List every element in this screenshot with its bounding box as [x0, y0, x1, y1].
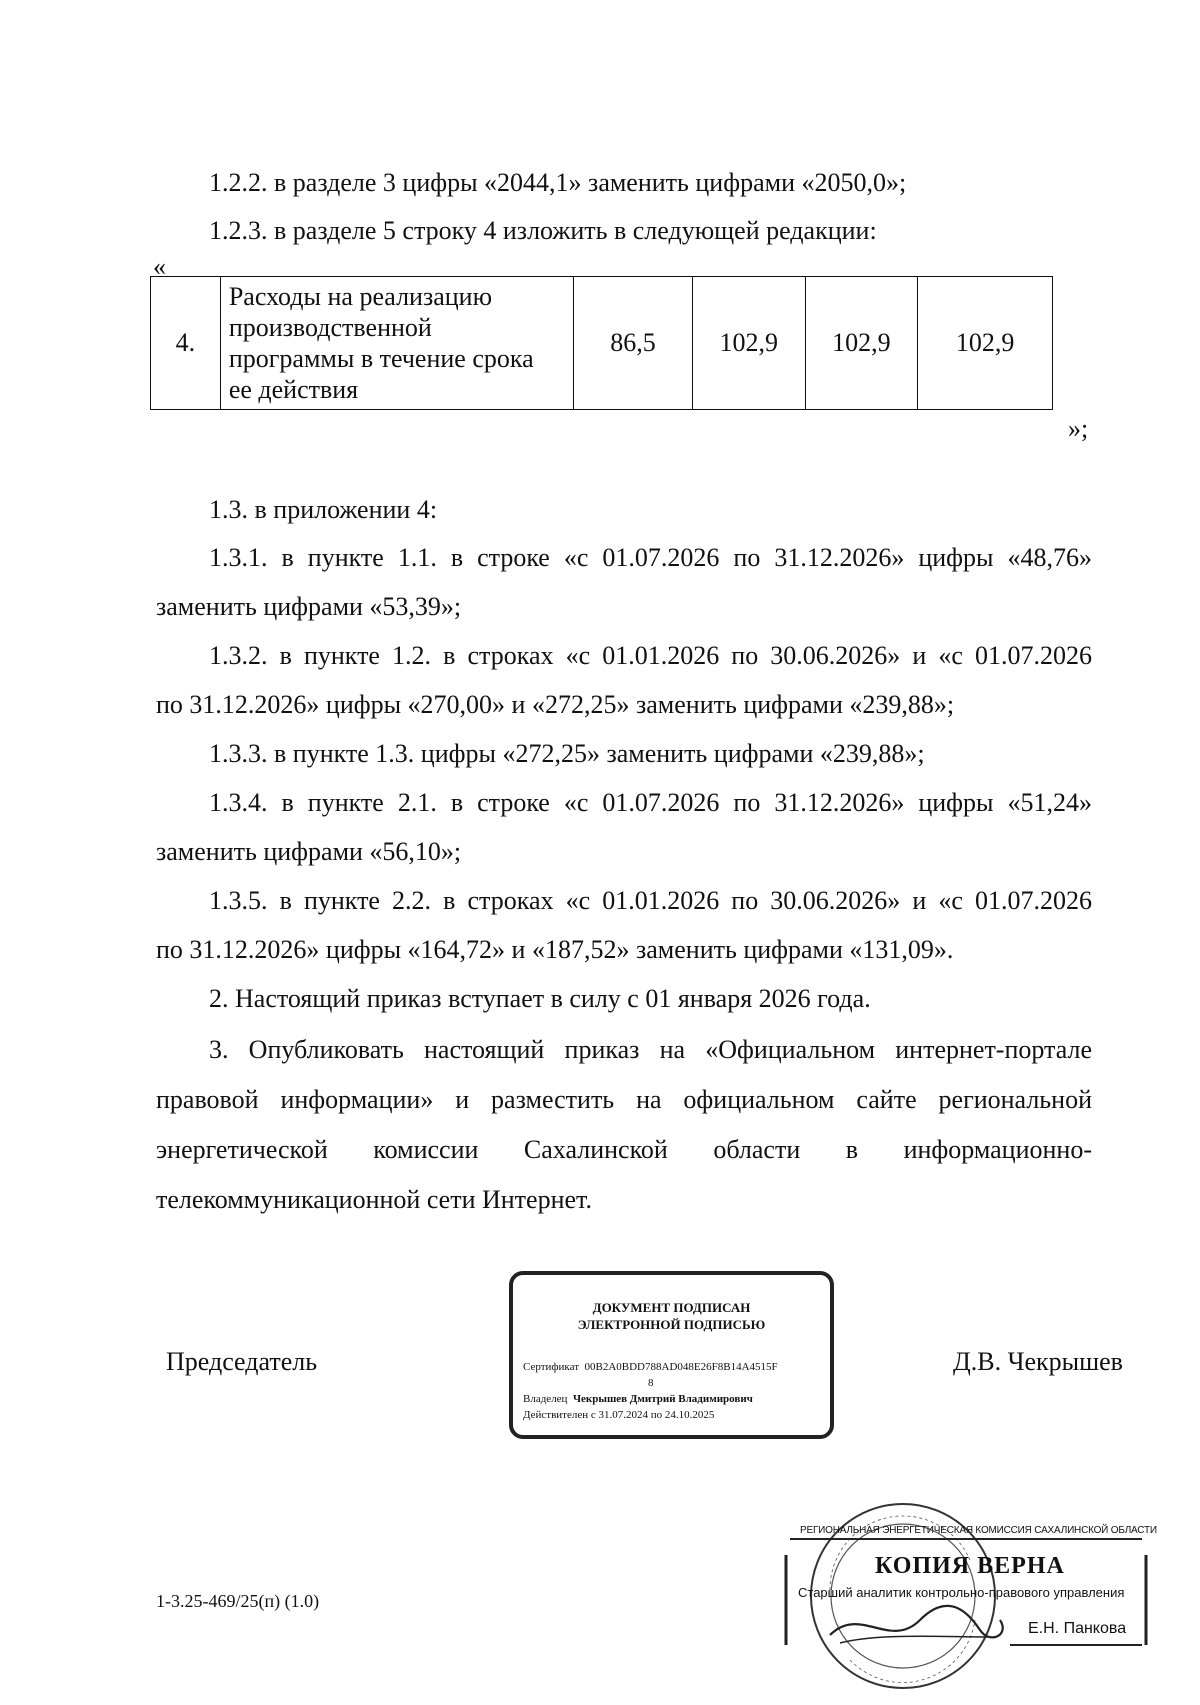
esig-certificate-continuation: 8: [648, 1377, 654, 1389]
esig-title-line: ДОКУМЕНТ ПОДПИСАН: [592, 1300, 751, 1315]
paragraph-1-3-2-line-2: по 31.12.2026» цифры «270,00» и «272,25» заменить цифрами «239,88»;: [156, 690, 955, 719]
description-line: ее действия: [228, 375, 359, 404]
esig-owner-value: Чекрышев Дмитрий Владимирович: [572, 1393, 753, 1405]
paragraph-3-line-4: телекоммуникационной сети Интернет.: [156, 1185, 592, 1214]
value-cell: 102,9: [692, 277, 805, 410]
copy-stamp-role: Старший аналитик контрольно-правового управления: [798, 1585, 1125, 1600]
paragraph-1-3-1-line-2: заменить цифрами «53,39»;: [156, 592, 462, 621]
value-cell: 86,5: [574, 277, 693, 410]
electronic-signature-stamp: [509, 1271, 834, 1439]
document-code: 1-3.25-469/25(п) (1.0): [156, 1591, 320, 1611]
esig-owner-label: Владелец: [523, 1393, 568, 1405]
open-quote: «: [153, 252, 166, 281]
table-row: [151, 277, 1053, 410]
esig-validity: Действителен с 31.07.2024 по 24.10.2025: [523, 1409, 715, 1421]
paragraph-1-2-2: 1.2.2. в разделе 3 цифры «2044,1» заменить цифрами «2050,0»;: [209, 168, 907, 197]
esig-certificate-label: Сертификат: [523, 1361, 579, 1373]
certified-copy-stamp: [780, 1525, 1157, 1655]
paragraph-3-line-2: правовой информации» и разместить на официальном сайте региональной: [156, 1085, 1092, 1114]
paragraph-1-3-4-line-2: заменить цифрами «56,10»;: [156, 837, 462, 866]
paragraph-1-2-3: 1.2.3. в разделе 5 строку 4 изложить в следующей редакции:: [209, 216, 877, 245]
esig-owner-row: [523, 1393, 753, 1405]
esig-title-line: ЭЛЕКТРОННОЙ ПОДПИСЬЮ: [577, 1317, 766, 1332]
esig-certificate-row: [523, 1361, 778, 1373]
copy-stamp-name: Е.Н. Панкова: [1028, 1620, 1127, 1637]
esig-certificate-value: 00B2A0BDD788AD048E26F8B14A4515F: [584, 1361, 778, 1373]
paragraph-1-3-5-line-2: по 31.12.2026» цифры «164,72» и «187,52» заменить цифрами «131,09».: [156, 935, 954, 964]
description-line: программы в течение срока: [228, 344, 534, 373]
paragraph-1-3: 1.3. в приложении 4:: [209, 495, 438, 524]
table-row-4: [150, 276, 1053, 410]
signatory-position: Председатель: [166, 1347, 318, 1376]
signatory-name: Д.В. Чекрышев: [953, 1347, 1123, 1376]
description-line: Расходы на реализацию: [228, 282, 493, 311]
paragraph-1-3-2-line-1: 1.3.2. в пункте 1.2. в строках «с 01.01.2026 по 30.06.2026» и «с 01.07.2026: [209, 641, 1092, 670]
value-cell: 102,9: [918, 277, 1053, 410]
value-cell: 102,9: [805, 277, 918, 410]
copy-stamp-organization: РЕГИОНАЛЬНАЯ ЭНЕРГЕТИЧЕСКАЯ КОМИССИЯ САХАЛИНСКОЙ ОБЛАСТИ: [800, 1525, 1157, 1536]
paragraph-2: 2. Настоящий приказ вступает в силу с 01 января 2026 года.: [209, 984, 871, 1013]
paragraph-1-3-1-line-1: 1.3.1. в пункте 1.1. в строке «с 01.07.2026 по 31.12.2026» цифры «48,76»: [209, 543, 1092, 572]
paragraph-1-3-4-line-1: 1.3.4. в пункте 2.1. в строке «с 01.07.2026 по 31.12.2026» цифры «51,24»: [209, 788, 1092, 817]
paragraph-1-3-5-line-1: 1.3.5. в пункте 2.2. в строках «с 01.01.2026 по 30.06.2026» и «с 01.07.2026: [209, 886, 1092, 915]
close-quote: »;: [1068, 414, 1089, 443]
copy-stamp-title: КОПИЯ ВЕРНА: [875, 1553, 1065, 1579]
paragraph-3-line-3: энергетической комиссии Сахалинской области в информационно-: [156, 1135, 1092, 1164]
row-description-cell: [220, 277, 573, 410]
esig-title: [513, 1299, 830, 1333]
row-number-cell: 4.: [151, 277, 221, 410]
paragraph-3-line-1: 3. Опубликовать настоящий приказ на «Официальном интернет-портале: [209, 1035, 1092, 1064]
description-line: производственной: [228, 313, 432, 342]
paragraph-1-3-3: 1.3.3. в пункте 1.3. цифры «272,25» заменить цифрами «239,88»;: [209, 739, 925, 768]
